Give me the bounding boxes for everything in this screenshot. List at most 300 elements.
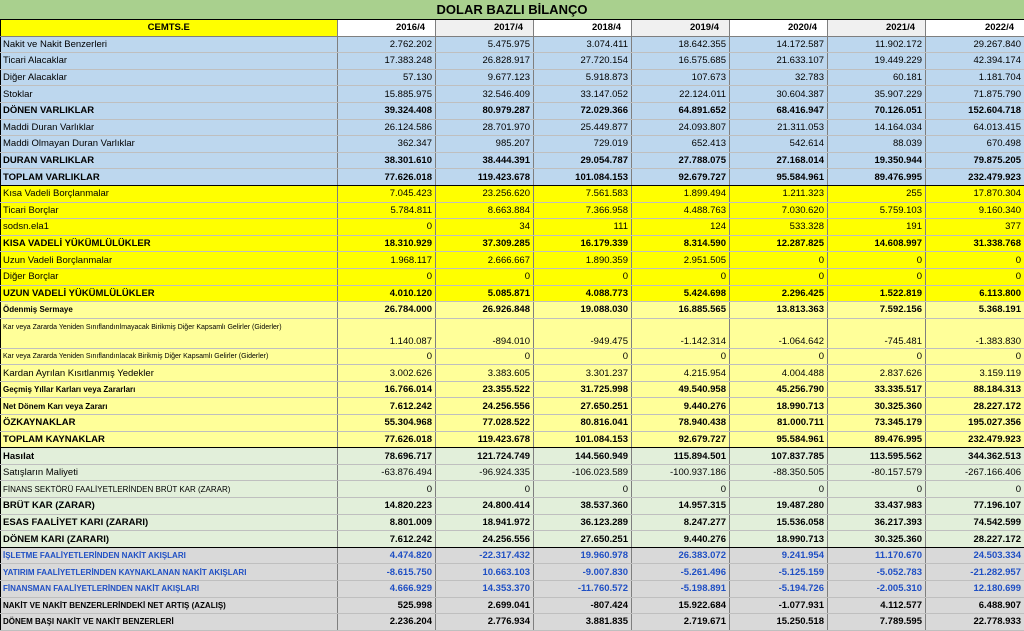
- value-cell[interactable]: 12.180.699: [926, 581, 1024, 598]
- value-cell[interactable]: 0: [534, 481, 632, 498]
- value-cell[interactable]: 57.130: [338, 69, 436, 86]
- row-label-cell[interactable]: Maddi Olmayan Duran Varlıklar: [1, 136, 338, 153]
- value-cell[interactable]: 7.789.595: [828, 614, 926, 631]
- row-label-cell[interactable]: Kar veya Zararda Yeniden Sınıflandırılacak Birikmiş Diğer Kapsamlı Gelirler (Giderler): [1, 348, 338, 365]
- value-cell[interactable]: 1.522.819: [828, 285, 926, 302]
- value-cell[interactable]: -9.007.830: [534, 564, 632, 581]
- value-cell[interactable]: -5.198.891: [632, 581, 730, 598]
- value-cell[interactable]: 107.673: [632, 69, 730, 86]
- value-cell[interactable]: -80.157.579: [828, 464, 926, 481]
- value-cell[interactable]: 16.766.014: [338, 381, 436, 398]
- value-cell[interactable]: 2.776.934: [436, 614, 534, 631]
- value-cell[interactable]: 92.679.727: [632, 431, 730, 448]
- value-cell[interactable]: 232.479.923: [926, 431, 1024, 448]
- value-cell[interactable]: 33.147.052: [534, 86, 632, 103]
- value-cell[interactable]: 9.160.340: [926, 202, 1024, 219]
- value-cell[interactable]: 11.902.172: [828, 36, 926, 53]
- value-cell[interactable]: 80.979.287: [436, 102, 534, 119]
- value-cell[interactable]: -2.005.310: [828, 581, 926, 598]
- value-cell[interactable]: 24.800.414: [436, 498, 534, 515]
- row-label-cell[interactable]: Kısa Vadeli Borçlanmalar: [1, 185, 338, 202]
- value-cell[interactable]: 3.074.411: [534, 36, 632, 53]
- value-cell[interactable]: 985.207: [436, 136, 534, 153]
- row-label-cell[interactable]: TOPLAM KAYNAKLAR: [1, 431, 338, 448]
- value-cell[interactable]: 80.816.041: [534, 415, 632, 432]
- value-cell[interactable]: 38.301.610: [338, 152, 436, 169]
- value-cell[interactable]: 30.325.360: [828, 398, 926, 415]
- value-cell[interactable]: 1.211.323: [730, 185, 828, 202]
- value-cell[interactable]: 77.028.522: [436, 415, 534, 432]
- value-cell[interactable]: 670.498: [926, 136, 1024, 153]
- table-row: [1, 202, 1024, 219]
- value-cell[interactable]: 9.440.276: [632, 531, 730, 548]
- value-cell[interactable]: 88.184.313: [926, 381, 1024, 398]
- value-cell[interactable]: 19.960.978: [534, 547, 632, 564]
- value-cell[interactable]: -745.481: [828, 318, 926, 348]
- value-cell[interactable]: 3.881.835: [534, 614, 632, 631]
- value-cell[interactable]: 113.595.562: [828, 448, 926, 465]
- value-cell[interactable]: 68.416.947: [730, 102, 828, 119]
- value-cell[interactable]: 35.907.229: [828, 86, 926, 103]
- value-cell[interactable]: 26.926.848: [436, 302, 534, 319]
- value-cell[interactable]: 255: [828, 185, 926, 202]
- value-cell[interactable]: 101.084.153: [534, 431, 632, 448]
- value-cell[interactable]: -894.010: [436, 318, 534, 348]
- value-cell[interactable]: 7.561.583: [534, 185, 632, 202]
- value-cell[interactable]: -88.350.505: [730, 464, 828, 481]
- value-cell[interactable]: 19.088.030: [534, 302, 632, 319]
- row-label-cell[interactable]: Satışların Maliyeti: [1, 464, 338, 481]
- value-cell[interactable]: 79.875.205: [926, 152, 1024, 169]
- value-cell[interactable]: 525.998: [338, 597, 436, 614]
- value-cell[interactable]: 17.383.248: [338, 53, 436, 70]
- table-row: [1, 381, 1024, 398]
- value-cell[interactable]: 0: [828, 348, 926, 365]
- row-label-cell[interactable]: Uzun Vadeli Borçlanmalar: [1, 252, 338, 269]
- value-cell[interactable]: 19.350.944: [828, 152, 926, 169]
- value-cell[interactable]: 3.383.605: [436, 365, 534, 382]
- value-cell[interactable]: 5.918.873: [534, 69, 632, 86]
- value-cell[interactable]: 31.725.998: [534, 381, 632, 398]
- value-cell[interactable]: 2.296.425: [730, 285, 828, 302]
- value-cell[interactable]: 4.004.488: [730, 365, 828, 382]
- value-cell[interactable]: 21.633.107: [730, 53, 828, 70]
- year-header[interactable]: 2021/4: [828, 20, 926, 36]
- year-header[interactable]: 2019/4: [632, 20, 730, 36]
- value-cell[interactable]: 1.140.087: [338, 318, 436, 348]
- row-label-cell[interactable]: İŞLETME FAALİYETLERİNDEN NAKİT AKIŞLARI: [1, 547, 338, 564]
- value-cell[interactable]: 0: [730, 252, 828, 269]
- value-cell[interactable]: 1.181.704: [926, 69, 1024, 86]
- table-row: [1, 498, 1024, 515]
- value-cell[interactable]: 14.172.587: [730, 36, 828, 53]
- value-cell[interactable]: 78.940.438: [632, 415, 730, 432]
- value-cell[interactable]: 28.227.172: [926, 531, 1024, 548]
- row-label-cell[interactable]: Geçmiş Yıllar Karları veya Zararları: [1, 381, 338, 398]
- value-cell[interactable]: 14.164.034: [828, 119, 926, 136]
- value-cell[interactable]: 0: [926, 348, 1024, 365]
- table-row: [1, 102, 1024, 119]
- value-cell[interactable]: 6.488.907: [926, 597, 1024, 614]
- value-cell[interactable]: 28.701.970: [436, 119, 534, 136]
- value-cell[interactable]: 119.423.678: [436, 169, 534, 186]
- value-cell[interactable]: 22.124.011: [632, 86, 730, 103]
- value-cell[interactable]: 4.088.773: [534, 285, 632, 302]
- value-cell[interactable]: 144.560.949: [534, 448, 632, 465]
- row-label-cell[interactable]: Diğer Borçlar: [1, 268, 338, 285]
- row-label-cell[interactable]: Ödenmiş Sermaye: [1, 302, 338, 319]
- value-cell[interactable]: 4.488.763: [632, 202, 730, 219]
- header-row: [1, 20, 1024, 36]
- value-cell[interactable]: 7.592.156: [828, 302, 926, 319]
- value-cell[interactable]: 33.437.983: [828, 498, 926, 515]
- value-cell[interactable]: 8.314.590: [632, 235, 730, 252]
- value-cell[interactable]: 88.039: [828, 136, 926, 153]
- table-row: [1, 136, 1024, 153]
- value-cell[interactable]: 12.287.825: [730, 235, 828, 252]
- value-cell[interactable]: 89.476.995: [828, 169, 926, 186]
- value-cell[interactable]: -63.876.494: [338, 464, 436, 481]
- value-cell[interactable]: 19.487.280: [730, 498, 828, 515]
- value-cell[interactable]: 70.126.051: [828, 102, 926, 119]
- value-cell[interactable]: 4.474.820: [338, 547, 436, 564]
- value-cell[interactable]: 26.124.586: [338, 119, 436, 136]
- value-cell[interactable]: -11.760.572: [534, 581, 632, 598]
- value-cell[interactable]: 45.256.790: [730, 381, 828, 398]
- value-cell[interactable]: 0: [926, 252, 1024, 269]
- value-cell[interactable]: 60.181: [828, 69, 926, 86]
- row-label-cell[interactable]: DÖNEN VARLIKLAR: [1, 102, 338, 119]
- value-cell[interactable]: -8.615.750: [338, 564, 436, 581]
- value-cell[interactable]: 23.256.620: [436, 185, 534, 202]
- value-cell[interactable]: -106.023.589: [534, 464, 632, 481]
- row-label-cell[interactable]: ESAS FAALİYET KARI (ZARARI): [1, 514, 338, 531]
- value-cell[interactable]: 24.256.556: [436, 531, 534, 548]
- value-cell[interactable]: 14.353.370: [436, 581, 534, 598]
- row-label-cell[interactable]: TOPLAM VARLIKLAR: [1, 169, 338, 186]
- row-label-cell[interactable]: Kar veya Zararda Yeniden Sınıflandırılmayacak Birikmiş Diğer Kapsamlı Gelirler (Giderler): [1, 318, 338, 348]
- value-cell[interactable]: 37.309.285: [436, 235, 534, 252]
- value-cell[interactable]: 7.366.958: [534, 202, 632, 219]
- value-cell[interactable]: 119.423.678: [436, 431, 534, 448]
- value-cell[interactable]: 0: [338, 348, 436, 365]
- value-cell[interactable]: 30.325.360: [828, 531, 926, 548]
- value-cell[interactable]: 38.444.391: [436, 152, 534, 169]
- value-cell[interactable]: 0: [436, 268, 534, 285]
- value-cell[interactable]: -96.924.335: [436, 464, 534, 481]
- row-label-cell[interactable]: Diğer Alacaklar: [1, 69, 338, 86]
- row-label-cell[interactable]: UZUN VADELİ YÜKÜMLÜLÜKLER: [1, 285, 338, 302]
- value-cell[interactable]: 95.584.961: [730, 169, 828, 186]
- value-cell[interactable]: 2.236.204: [338, 614, 436, 631]
- value-cell[interactable]: 111: [534, 219, 632, 236]
- value-cell[interactable]: 25.449.877: [534, 119, 632, 136]
- row-label-cell[interactable]: DÖNEM KARI (ZARARI): [1, 531, 338, 548]
- value-cell[interactable]: 4.112.577: [828, 597, 926, 614]
- row-label-cell[interactable]: BRÜT KAR (ZARAR): [1, 498, 338, 515]
- value-cell[interactable]: 39.324.408: [338, 102, 436, 119]
- row-label-cell[interactable]: Net Dönem Karı veya Zararı: [1, 398, 338, 415]
- value-cell[interactable]: 73.345.179: [828, 415, 926, 432]
- value-cell[interactable]: 55.304.968: [338, 415, 436, 432]
- value-cell[interactable]: 0: [730, 481, 828, 498]
- value-cell[interactable]: 3.301.237: [534, 365, 632, 382]
- value-cell[interactable]: -5.194.726: [730, 581, 828, 598]
- value-cell[interactable]: 362.347: [338, 136, 436, 153]
- value-cell[interactable]: -22.317.432: [436, 547, 534, 564]
- value-cell[interactable]: 8.801.009: [338, 514, 436, 531]
- row-label-cell[interactable]: YATIRIM FAALİYETLERİNDEN KAYNAKLANAN NAKİT AKIŞLARI: [1, 564, 338, 581]
- value-cell[interactable]: 78.696.717: [338, 448, 436, 465]
- row-label-cell[interactable]: Ticari Alacaklar: [1, 53, 338, 70]
- value-cell[interactable]: 5.475.975: [436, 36, 534, 53]
- value-cell[interactable]: 1.968.117: [338, 252, 436, 269]
- value-cell[interactable]: 729.019: [534, 136, 632, 153]
- value-cell[interactable]: 2.719.671: [632, 614, 730, 631]
- value-cell[interactable]: -1.142.314: [632, 318, 730, 348]
- value-cell[interactable]: 15.250.518: [730, 614, 828, 631]
- row-label-cell[interactable]: Nakit ve Nakit Benzerleri: [1, 36, 338, 53]
- value-cell[interactable]: 9.440.276: [632, 398, 730, 415]
- value-cell[interactable]: 38.537.360: [534, 498, 632, 515]
- value-cell[interactable]: 13.813.363: [730, 302, 828, 319]
- value-cell[interactable]: 49.540.958: [632, 381, 730, 398]
- value-cell[interactable]: -1.064.642: [730, 318, 828, 348]
- value-cell[interactable]: 2.951.505: [632, 252, 730, 269]
- value-cell[interactable]: 29.054.787: [534, 152, 632, 169]
- row-label-cell[interactable]: FİNANSMAN FAALİYETLERİNDEN NAKİT AKIŞLARI: [1, 581, 338, 598]
- value-cell[interactable]: 17.870.304: [926, 185, 1024, 202]
- value-cell[interactable]: 24.093.807: [632, 119, 730, 136]
- value-cell[interactable]: -5.261.496: [632, 564, 730, 581]
- row-label-cell[interactable]: DURAN VARLIKLAR: [1, 152, 338, 169]
- value-cell[interactable]: 0: [828, 481, 926, 498]
- value-cell[interactable]: 64.891.652: [632, 102, 730, 119]
- value-cell[interactable]: 0: [632, 481, 730, 498]
- value-cell[interactable]: 2.837.626: [828, 365, 926, 382]
- value-cell[interactable]: 29.267.840: [926, 36, 1024, 53]
- value-cell[interactable]: 0: [632, 348, 730, 365]
- value-cell[interactable]: 27.650.251: [534, 531, 632, 548]
- value-cell[interactable]: 0: [338, 268, 436, 285]
- table-row: [1, 431, 1024, 448]
- value-cell[interactable]: -949.475: [534, 318, 632, 348]
- value-cell[interactable]: 72.029.366: [534, 102, 632, 119]
- value-cell[interactable]: 23.355.522: [436, 381, 534, 398]
- value-cell[interactable]: 2.762.202: [338, 36, 436, 53]
- row-label-cell[interactable]: KISA VADELİ YÜKÜMLÜLÜKLER: [1, 235, 338, 252]
- row-label-cell[interactable]: NAKİT VE NAKİT BENZERLERİNDEKİ NET ARTIŞ (AZALIŞ): [1, 597, 338, 614]
- value-cell[interactable]: 34: [436, 219, 534, 236]
- value-cell[interactable]: 533.328: [730, 219, 828, 236]
- value-cell[interactable]: 18.642.355: [632, 36, 730, 53]
- row-label-cell[interactable]: Maddi Duran Varlıklar: [1, 119, 338, 136]
- value-cell[interactable]: 195.027.356: [926, 415, 1024, 432]
- value-cell[interactable]: 42.394.174: [926, 53, 1024, 70]
- table-row: [1, 448, 1024, 465]
- value-cell[interactable]: 31.338.768: [926, 235, 1024, 252]
- value-cell[interactable]: 32.783: [730, 69, 828, 86]
- value-cell[interactable]: 7.045.423: [338, 185, 436, 202]
- value-cell[interactable]: 15.536.058: [730, 514, 828, 531]
- value-cell[interactable]: 4.666.929: [338, 581, 436, 598]
- row-label-cell[interactable]: DÖNEM BAŞI NAKİT VE NAKİT BENZERLERİ: [1, 614, 338, 631]
- value-cell[interactable]: 115.894.501: [632, 448, 730, 465]
- table-row: [1, 69, 1024, 86]
- value-cell[interactable]: 21.311.053: [730, 119, 828, 136]
- value-cell[interactable]: 28.227.172: [926, 398, 1024, 415]
- value-cell[interactable]: 22.778.933: [926, 614, 1024, 631]
- value-cell[interactable]: 1.890.359: [534, 252, 632, 269]
- value-cell[interactable]: 77.626.018: [338, 169, 436, 186]
- value-cell[interactable]: 0: [436, 348, 534, 365]
- value-cell[interactable]: 77.196.107: [926, 498, 1024, 515]
- value-cell[interactable]: 7.612.242: [338, 531, 436, 548]
- value-cell[interactable]: 101.084.153: [534, 169, 632, 186]
- ticker-cell[interactable]: CEMTS.E: [1, 20, 338, 36]
- value-cell[interactable]: 27.650.251: [534, 398, 632, 415]
- value-cell[interactable]: 32.546.409: [436, 86, 534, 103]
- value-cell[interactable]: 2.666.667: [436, 252, 534, 269]
- year-header[interactable]: 2022/4: [926, 20, 1024, 36]
- value-cell[interactable]: 7.612.242: [338, 398, 436, 415]
- value-cell[interactable]: 10.663.103: [436, 564, 534, 581]
- row-label-cell[interactable]: FİNANS SEKTÖRÜ FAALİYETLERİNDEN BRÜT KAR (ZARAR): [1, 481, 338, 498]
- table-row: [1, 597, 1024, 614]
- value-cell[interactable]: 4.215.954: [632, 365, 730, 382]
- value-cell[interactable]: 3.159.119: [926, 365, 1024, 382]
- value-cell[interactable]: 0: [534, 348, 632, 365]
- value-cell[interactable]: 27.720.154: [534, 53, 632, 70]
- value-cell[interactable]: 344.362.513: [926, 448, 1024, 465]
- value-cell[interactable]: 30.604.387: [730, 86, 828, 103]
- value-cell[interactable]: 74.542.599: [926, 514, 1024, 531]
- value-cell[interactable]: 542.614: [730, 136, 828, 153]
- value-cell[interactable]: 14.820.223: [338, 498, 436, 515]
- value-cell[interactable]: 5.784.811: [338, 202, 436, 219]
- value-cell[interactable]: 0: [730, 348, 828, 365]
- value-cell[interactable]: 64.013.415: [926, 119, 1024, 136]
- value-cell[interactable]: 2.699.041: [436, 597, 534, 614]
- year-header[interactable]: 2017/4: [436, 20, 534, 36]
- value-cell[interactable]: 14.608.997: [828, 235, 926, 252]
- year-header[interactable]: 2018/4: [534, 20, 632, 36]
- value-cell[interactable]: 0: [436, 481, 534, 498]
- row-label-cell[interactable]: ÖZKAYNAKLAR: [1, 415, 338, 432]
- value-cell[interactable]: 191: [828, 219, 926, 236]
- value-cell[interactable]: 11.170.670: [828, 547, 926, 564]
- value-cell[interactable]: 107.837.785: [730, 448, 828, 465]
- value-cell[interactable]: 14.957.315: [632, 498, 730, 515]
- value-cell[interactable]: 5.424.698: [632, 285, 730, 302]
- row-label-cell[interactable]: Hasılat: [1, 448, 338, 465]
- value-cell[interactable]: 92.679.727: [632, 169, 730, 186]
- year-header[interactable]: 2020/4: [730, 20, 828, 36]
- value-cell[interactable]: 5.085.871: [436, 285, 534, 302]
- value-cell[interactable]: 652.413: [632, 136, 730, 153]
- value-cell[interactable]: 26.383.072: [632, 547, 730, 564]
- value-cell[interactable]: 15.885.975: [338, 86, 436, 103]
- value-cell[interactable]: 0: [534, 268, 632, 285]
- value-cell[interactable]: 0: [632, 268, 730, 285]
- value-cell[interactable]: 95.584.961: [730, 431, 828, 448]
- table-row: [1, 53, 1024, 70]
- year-header[interactable]: 2016/4: [338, 20, 436, 36]
- value-cell[interactable]: 24.256.556: [436, 398, 534, 415]
- value-cell[interactable]: 77.626.018: [338, 431, 436, 448]
- value-cell[interactable]: 18.990.713: [730, 398, 828, 415]
- row-label-cell[interactable]: sodsn.ela1: [1, 219, 338, 236]
- value-cell[interactable]: 0: [730, 268, 828, 285]
- row-label-cell[interactable]: Kardan Ayrılan Kısıtlanmış Yedekler: [1, 365, 338, 382]
- value-cell[interactable]: 3.002.626: [338, 365, 436, 382]
- value-cell[interactable]: 19.449.229: [828, 53, 926, 70]
- value-cell[interactable]: 6.113.800: [926, 285, 1024, 302]
- value-cell[interactable]: 16.179.339: [534, 235, 632, 252]
- value-cell[interactable]: 8.663.884: [436, 202, 534, 219]
- value-cell[interactable]: 71.875.790: [926, 86, 1024, 103]
- value-cell[interactable]: 26.784.000: [338, 302, 436, 319]
- value-cell[interactable]: 8.247.277: [632, 514, 730, 531]
- value-cell[interactable]: -100.937.186: [632, 464, 730, 481]
- value-cell[interactable]: 36.217.393: [828, 514, 926, 531]
- value-cell[interactable]: 121.724.749: [436, 448, 534, 465]
- value-cell[interactable]: 81.000.711: [730, 415, 828, 432]
- value-cell[interactable]: 27.788.075: [632, 152, 730, 169]
- value-cell[interactable]: 1.899.494: [632, 185, 730, 202]
- value-cell[interactable]: 0: [338, 481, 436, 498]
- value-cell[interactable]: 232.479.923: [926, 169, 1024, 186]
- value-cell[interactable]: -21.282.957: [926, 564, 1024, 581]
- value-cell[interactable]: -267.166.406: [926, 464, 1024, 481]
- value-cell[interactable]: -5.125.159: [730, 564, 828, 581]
- value-cell[interactable]: 7.030.620: [730, 202, 828, 219]
- value-cell[interactable]: 0: [828, 252, 926, 269]
- value-cell[interactable]: 0: [828, 268, 926, 285]
- value-cell[interactable]: 5.759.103: [828, 202, 926, 219]
- value-cell[interactable]: -5.052.783: [828, 564, 926, 581]
- value-cell[interactable]: -1.077.931: [730, 597, 828, 614]
- value-cell[interactable]: 377: [926, 219, 1024, 236]
- value-cell[interactable]: 15.922.684: [632, 597, 730, 614]
- value-cell[interactable]: -1.383.830: [926, 318, 1024, 348]
- value-cell[interactable]: 18.990.713: [730, 531, 828, 548]
- value-cell[interactable]: 24.503.334: [926, 547, 1024, 564]
- value-cell[interactable]: 16.885.565: [632, 302, 730, 319]
- value-cell[interactable]: 4.010.120: [338, 285, 436, 302]
- value-cell[interactable]: 27.168.014: [730, 152, 828, 169]
- value-cell[interactable]: 0: [926, 481, 1024, 498]
- value-cell[interactable]: 9.241.954: [730, 547, 828, 564]
- row-label-cell[interactable]: Ticari Borçlar: [1, 202, 338, 219]
- value-cell[interactable]: 33.335.517: [828, 381, 926, 398]
- value-cell[interactable]: 18.941.972: [436, 514, 534, 531]
- value-cell[interactable]: 124: [632, 219, 730, 236]
- value-cell[interactable]: 5.368.191: [926, 302, 1024, 319]
- value-cell[interactable]: 26.828.917: [436, 53, 534, 70]
- value-cell[interactable]: 89.476.995: [828, 431, 926, 448]
- row-label-cell[interactable]: Stoklar: [1, 86, 338, 103]
- value-cell[interactable]: -807.424: [534, 597, 632, 614]
- table-row: [1, 169, 1024, 186]
- value-cell[interactable]: 0: [926, 268, 1024, 285]
- value-cell[interactable]: 152.604.718: [926, 102, 1024, 119]
- value-cell[interactable]: 0: [338, 219, 436, 236]
- value-cell[interactable]: 36.123.289: [534, 514, 632, 531]
- value-cell[interactable]: 9.677.123: [436, 69, 534, 86]
- value-cell[interactable]: 18.310.929: [338, 235, 436, 252]
- value-cell[interactable]: 16.575.685: [632, 53, 730, 70]
